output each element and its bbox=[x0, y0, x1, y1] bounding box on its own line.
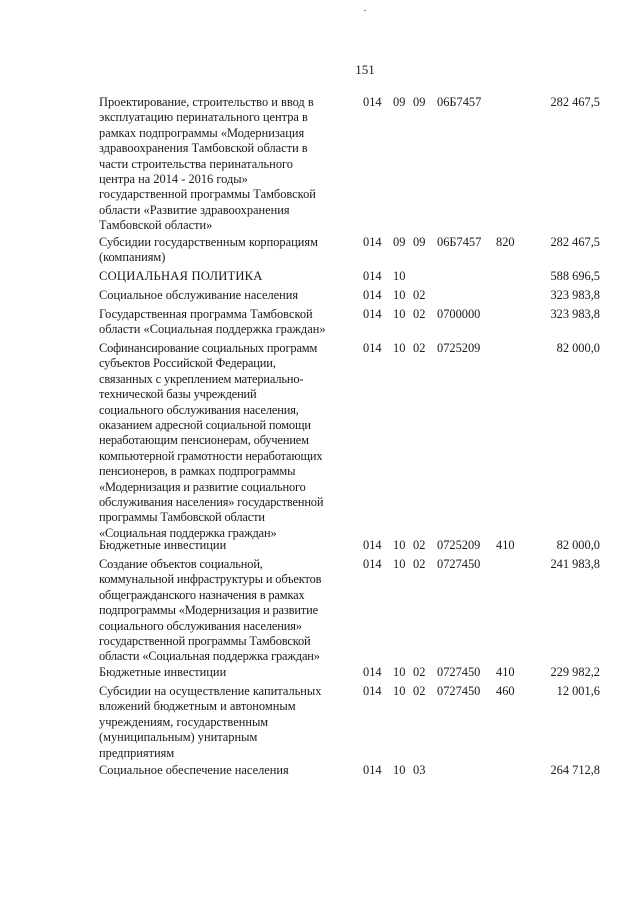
row-ministry-code: 014 bbox=[363, 95, 382, 109]
row-name: Субсидии на осуществление капитальных вложений бюджетным и автономным учреждениям, государственным (муниципальным) унитарным предприятиям bbox=[99, 684, 322, 760]
row-amount: 282 467,5 bbox=[550, 95, 600, 109]
row-subsection: 02 bbox=[413, 684, 426, 698]
row-expense-type: 820 bbox=[496, 235, 515, 249]
row-target-article: 06Б7457 bbox=[437, 235, 482, 249]
row-target-article: 0727450 bbox=[437, 684, 481, 698]
row-amount: 229 982,2 bbox=[550, 665, 600, 679]
row-amount: 82 000,0 bbox=[556, 341, 600, 355]
row-name: Бюджетные инвестиции bbox=[99, 665, 227, 679]
row-target-article: 0727450 bbox=[437, 557, 481, 571]
row-name: Социальное обеспечение населения bbox=[99, 763, 289, 777]
row-section: 10 bbox=[393, 269, 406, 283]
row-ministry-code: 014 bbox=[363, 307, 382, 321]
row-amount: 241 983,8 bbox=[550, 557, 600, 571]
row-ministry-code: 014 bbox=[363, 269, 382, 283]
row-amount: 323 983,8 bbox=[550, 307, 600, 321]
row-target-article: 06Б7457 bbox=[437, 95, 482, 109]
row-subsection: 09 bbox=[413, 95, 426, 109]
row-ministry-code: 014 bbox=[363, 341, 382, 355]
row-name: Субсидии государственным корпорациям (компаниям) bbox=[99, 235, 318, 265]
page-number: 151 bbox=[355, 62, 375, 77]
row-amount: 264 712,8 bbox=[550, 763, 600, 777]
row-subsection: 02 bbox=[413, 538, 426, 552]
row-section: 10 bbox=[393, 307, 406, 321]
row-expense-type: 410 bbox=[496, 538, 515, 552]
row-ministry-code: 014 bbox=[363, 665, 382, 679]
row-section: 10 bbox=[393, 538, 406, 552]
row-target-article: 0727450 bbox=[437, 665, 481, 679]
row-ministry-code: 014 bbox=[363, 557, 382, 571]
row-subsection: 02 bbox=[413, 307, 426, 321]
row-section: 10 bbox=[393, 684, 406, 698]
row-name: Создание объектов социальной, коммунальной инфраструктуры и объектов общегражданского назначения в рамках подпрограммы «Модернизация и развитие социального обслуживания населения» государственной программы Тамбовской области «Социальная поддержка граждан» bbox=[99, 557, 322, 664]
row-section: 09 bbox=[393, 235, 406, 249]
row-subsection: 02 bbox=[413, 557, 426, 571]
row-name: Бюджетные инвестиции bbox=[99, 538, 227, 552]
row-section: 10 bbox=[393, 288, 406, 302]
row-amount: 588 696,5 bbox=[550, 269, 600, 283]
row-name: Проектирование, строительство и ввод в эксплуатацию перинатального центра в рамках подпрограммы «Модернизация здравоохранения Тамбовской области в части строительства перинатального центра на 2014 - 2016 годы» государственной программы Тамбовской области «Развитие здравоохранения Тамбовской области» bbox=[99, 95, 316, 233]
scan-speck bbox=[364, 10, 366, 11]
section-heading: СОЦИАЛЬНАЯ ПОЛИТИКА bbox=[99, 269, 263, 283]
row-section: 09 bbox=[393, 95, 406, 109]
row-section: 10 bbox=[393, 763, 406, 777]
row-ministry-code: 014 bbox=[363, 684, 382, 698]
row-target-article: 0725209 bbox=[437, 341, 481, 355]
row-ministry-code: 014 bbox=[363, 538, 382, 552]
row-section: 10 bbox=[393, 557, 406, 571]
row-amount: 12 001,6 bbox=[556, 684, 600, 698]
row-amount: 282 467,5 bbox=[550, 235, 600, 249]
row-name: Софинансирование социальных программ субъектов Российской Федерации, связанных с укреплением материально- технической базы учреждений социального обслуживания населения, оказанием адресной социальной помощи неработающим пенсионерам, обучением компьютерной грамотности неработающих пенсионеров, в рамках подпрограммы «Модернизация и развитие социального обслуживания населения» государственной программы Тамбовской области «Социальная поддержка граждан» bbox=[99, 341, 324, 540]
row-subsection: 03 bbox=[413, 763, 426, 777]
row-section: 10 bbox=[393, 341, 406, 355]
row-ministry-code: 014 bbox=[363, 288, 382, 302]
row-name: Государственная программа Тамбовской области «Социальная поддержка граждан» bbox=[99, 307, 326, 337]
row-subsection: 09 bbox=[413, 235, 426, 249]
row-name: Социальное обслуживание населения bbox=[99, 288, 299, 302]
row-subsection: 02 bbox=[413, 288, 426, 302]
row-expense-type: 460 bbox=[496, 684, 515, 698]
row-target-article: 0725209 bbox=[437, 538, 481, 552]
row-expense-type: 410 bbox=[496, 665, 515, 679]
row-target-article: 0700000 bbox=[437, 307, 481, 321]
row-amount: 82 000,0 bbox=[556, 538, 600, 552]
row-subsection: 02 bbox=[413, 665, 426, 679]
row-section: 10 bbox=[393, 665, 406, 679]
row-ministry-code: 014 bbox=[363, 235, 382, 249]
row-subsection: 02 bbox=[413, 341, 426, 355]
row-amount: 323 983,8 bbox=[550, 288, 600, 302]
row-ministry-code: 014 bbox=[363, 763, 382, 777]
